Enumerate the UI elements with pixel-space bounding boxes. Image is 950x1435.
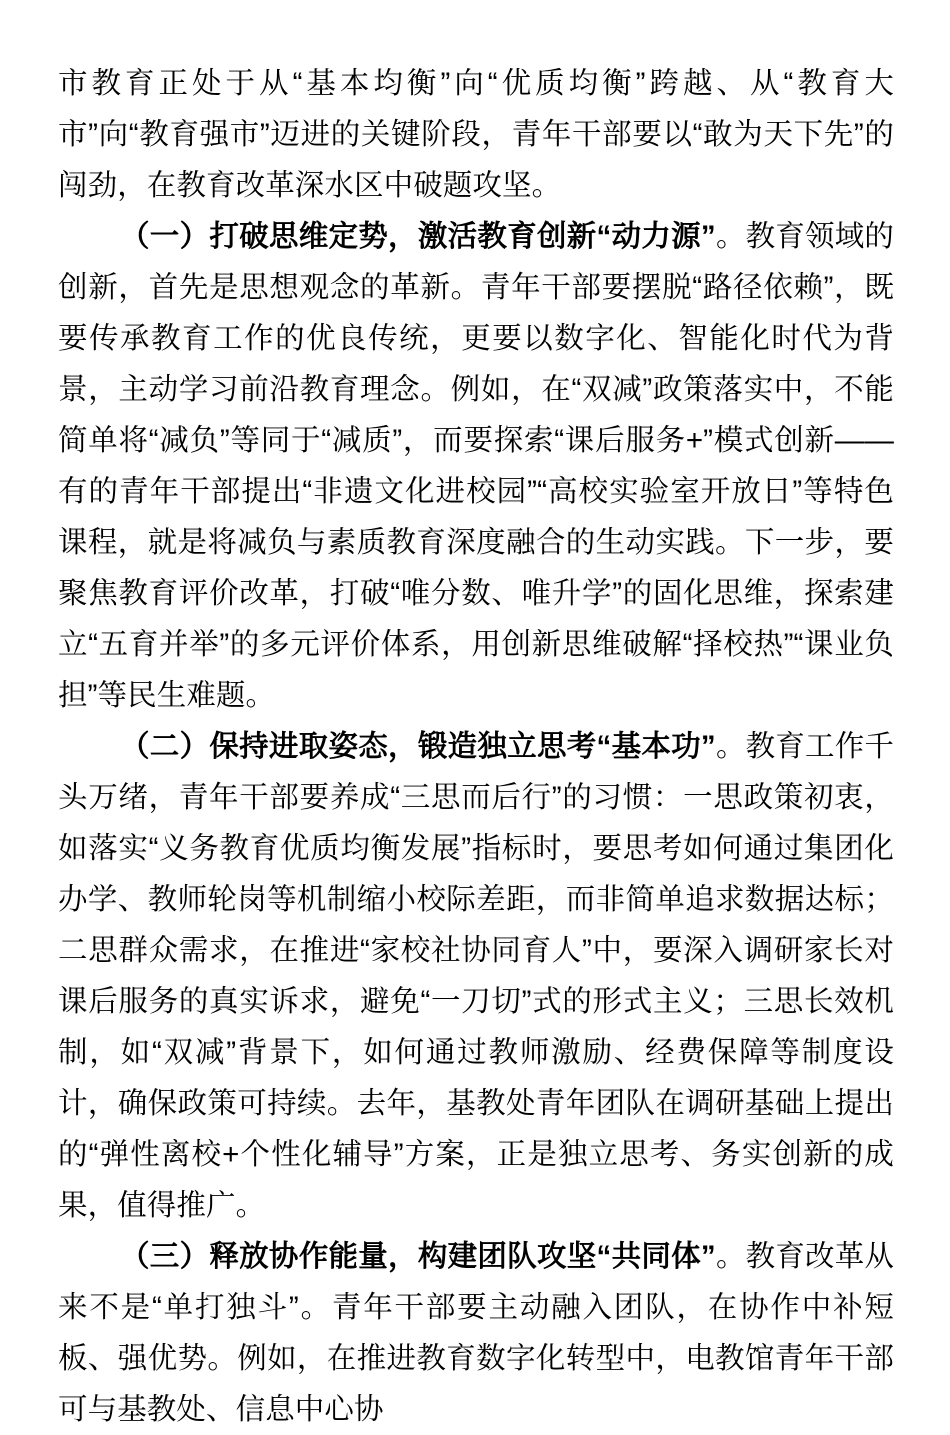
paragraph-text: 市教育正处于从“基本均衡”向“优质均衡”跨越、从“教育大市”向“教育强市”迈进的关键阶段，青年干部要以“敢为天下先”的闯劲，在教育改革深水区中破题攻坚。 xyxy=(58,67,894,202)
section-heading-two: （二）保持进取姿态，锻造独立思考“基本功” xyxy=(120,730,716,763)
paragraph-section-one xyxy=(58,211,894,721)
paragraph-text: 。教育领域的创新，首先是思想观念的革新。青年干部要摆脱“路径依赖”，既要传承教育工作的优良传统，更要以数字化、智能化时代为背景，主动学习前沿教育理念。例如，在“双减”政策落实中，不能简单将“减负”等同于“减质”，而要探索“课后服务+”模式创新——有的青年干部提出“非遗文化进校园”“高校实验室开放日”等特色课程，就是将减负与素质教育深度融合的生动实践。下一步，要聚焦教育评价改革，打破“唯分数、唯升学”的固化思维，探索建立“五育并举”的多元评价体系，用创新思维破解“择校热”“课业负担”等民生难题。 xyxy=(58,220,894,712)
paragraph-text: 。教育改革从来不是“单打独斗”。青年干部要主动融入团队，在协作中补短板、强优势。例如，在推进教育数字化转型中，电教馆青年干部可与基教处、信息中心协 xyxy=(58,1240,894,1426)
paragraph-section-two xyxy=(58,721,894,1231)
paragraph-text: 。教育工作千头万绪，青年干部要养成“三思而后行”的习惯：一思政策初衷，如落实“义务教育优质均衡发展”指标时，要思考如何通过集团化办学、教师轮岗等机制缩小校际差距，而非简单追求数据达标；二思群众需求，在推进“家校社协同育人”中，要深入调研家长对课后服务的真实诉求，避免“一刀切”式的形式主义；三思长效机制，如“双减”背景下，如何通过教师激励、经费保障等制度设计，确保政策可持续。去年，基教处青年团队在调研基础上提出的“弹性离校+个性化辅导”方案，正是独立思考、务实创新的成果，值得推广。 xyxy=(58,730,894,1222)
document-body xyxy=(58,58,894,1435)
section-heading-one: （一）打破思维定势，激活教育创新“动力源” xyxy=(120,220,716,253)
section-heading-three: （三）释放协作能量，构建团队攻坚“共同体” xyxy=(120,1240,716,1273)
paragraph-continuation xyxy=(58,58,894,211)
paragraph-section-three xyxy=(58,1231,894,1435)
